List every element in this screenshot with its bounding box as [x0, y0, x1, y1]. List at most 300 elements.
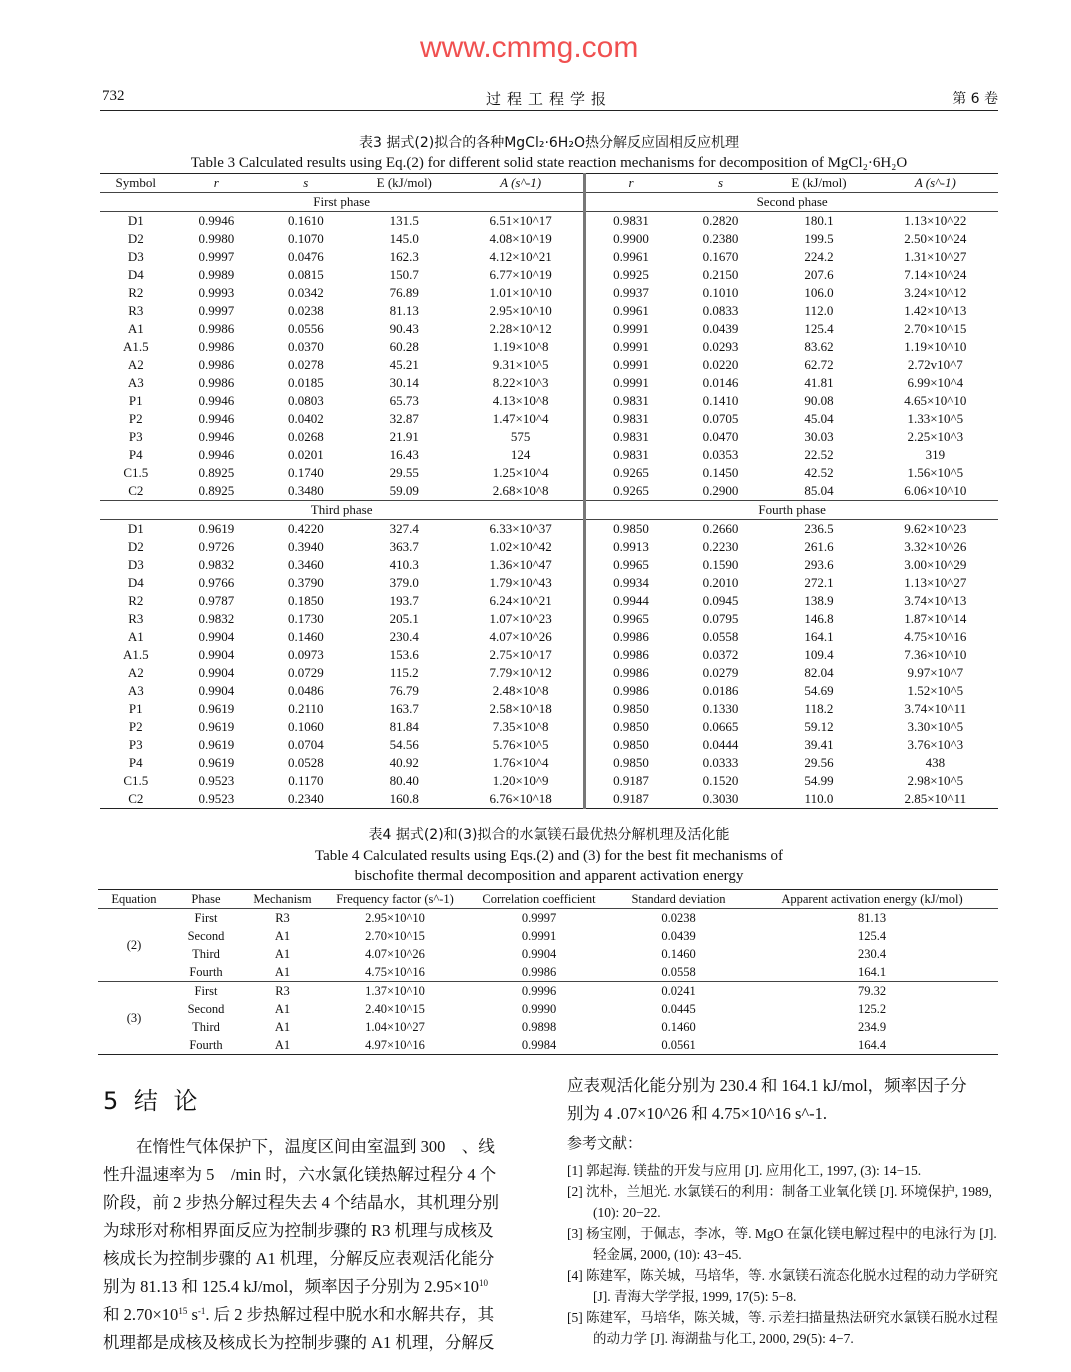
- column-header: A (s^-1): [873, 174, 998, 193]
- table-cell: 0.2660: [702, 521, 739, 536]
- phase-row: [100, 193, 998, 212]
- column-header: Mechanism: [242, 890, 323, 909]
- reference-item: [3] 杨宝刚，于佩志，李冰，等. MgO 在氯化镁电解过程中的电泳行为 [J]. 轻金属, 2000, (10): 43−45.: [567, 1226, 997, 1262]
- phase-row: [100, 501, 998, 520]
- table-row: [100, 700, 998, 718]
- table-cell: 1.37×10^10: [323, 982, 467, 1001]
- table-cell: 0.9904: [521, 947, 557, 961]
- table-cell: 410.3: [389, 557, 419, 572]
- table-cell: 0.0558: [702, 629, 739, 644]
- equation-label: (2): [126, 938, 142, 952]
- table-cell: 2.25×10^3: [907, 429, 964, 444]
- table-cell: 3.74×10^11: [904, 701, 967, 716]
- table-cell: 62.72: [804, 357, 834, 372]
- table-cell: P4: [128, 755, 143, 770]
- table-cell: 0.0439: [661, 929, 696, 943]
- table3-caption-en: Table 3 Calculated results using Eq.(2) for different solid state reaction mechanisms for decomposition of MgCl₂·6H₂O: [190, 155, 908, 171]
- table-cell: 0.9904: [198, 665, 235, 680]
- table-row: [98, 1018, 998, 1036]
- table-cell: 0.0815: [287, 267, 324, 282]
- table-cell: 0.3030: [702, 791, 739, 806]
- table-row: [100, 392, 998, 410]
- table-cell: 0.2820: [702, 213, 739, 228]
- phase-label: Fourth phase: [585, 501, 998, 520]
- table-cell: 0.9993: [198, 285, 235, 300]
- table-cell: 32.87: [389, 411, 419, 426]
- table-cell: 0.9619: [198, 737, 235, 752]
- table-cell: 7.36×10^10: [904, 647, 967, 662]
- table-cell: 0.0293: [702, 339, 739, 354]
- table-cell: Third: [192, 947, 220, 961]
- table-cell: 4.07×10^26: [489, 629, 552, 644]
- table-cell: 0.0185: [287, 375, 324, 390]
- table-cell: 9.31×10^5: [492, 357, 549, 372]
- table-cell: 81.13: [857, 911, 887, 925]
- table-cell: 81.84: [389, 719, 419, 734]
- table-cell: 0.1330: [702, 701, 739, 716]
- table-cell: 0.0186: [702, 683, 739, 698]
- table-cell: 0.2110: [288, 701, 324, 716]
- table-cell: 1.13×10^22: [904, 213, 967, 228]
- table-cell: 0.9726: [198, 539, 235, 554]
- table-cell: 230.4: [857, 947, 887, 961]
- table-header-row: [100, 174, 998, 193]
- table-cell: 1.02×10^42: [489, 539, 552, 554]
- table-cell: 2.85×10^11: [904, 791, 967, 806]
- table-cell: 0.1740: [287, 465, 324, 480]
- references-list: [567, 1160, 999, 1349]
- table-cell: 0.9944: [585, 592, 676, 610]
- table-cell: 2.95×10^10: [489, 303, 552, 318]
- table-cell: 0.9904: [198, 683, 235, 698]
- table-cell: 0.9831: [585, 428, 676, 446]
- column-header: A (s^-1): [458, 174, 585, 193]
- table-cell: Third: [192, 1020, 220, 1034]
- table-cell: 0.9986: [585, 646, 676, 664]
- table-cell: 0.9990: [521, 1002, 557, 1016]
- table-cell: 224.2: [804, 249, 834, 264]
- table-row: [100, 664, 998, 682]
- volume-label: 第 6 卷: [952, 91, 998, 107]
- table-cell: 0.9904: [198, 647, 235, 662]
- table-cell: 0.9904: [198, 629, 235, 644]
- table-cell: 0.0372: [702, 647, 739, 662]
- table-cell: 6.77×10^19: [489, 267, 552, 282]
- table-cell: 2.48×10^8: [492, 683, 549, 698]
- table-cell: 236.5: [804, 521, 834, 536]
- table-cell: A3: [127, 375, 144, 390]
- table-cell: P1: [128, 393, 143, 408]
- table-cell: 0.0973: [287, 647, 324, 662]
- table3-caption-cn: 表3 据式(2)拟合的各种MgCl₂·6H₂O热分解反应固相反应机理: [359, 135, 739, 151]
- table-cell: 0.0444: [702, 737, 739, 752]
- phase-label: Third phase: [100, 501, 585, 520]
- table-cell: 22.52: [804, 447, 834, 462]
- table-cell: 30.03: [804, 429, 834, 444]
- table-row: [100, 338, 998, 356]
- table-cell: 327.4: [389, 521, 419, 536]
- table-row: [100, 592, 998, 610]
- table-cell: Second: [187, 929, 225, 943]
- table-cell: 125.2: [857, 1002, 887, 1016]
- table-cell: R3: [275, 911, 290, 925]
- table-row: [100, 356, 998, 374]
- table-cell: 0.9986: [585, 682, 676, 700]
- column-header: Apparent activation energy (kJ/mol): [746, 890, 998, 909]
- table-cell: 8.22×10^3: [492, 375, 549, 390]
- table-cell: 0.0705: [702, 411, 739, 426]
- reference-item: [1] 郭起海. 镁盐的开发与应用 [J]. 应用化工, 1997, (3): 14−15.: [567, 1163, 922, 1178]
- table-row: [98, 927, 998, 945]
- table-cell: 0.9986: [198, 357, 235, 372]
- table-cell: 0.9946: [198, 393, 235, 408]
- table-cell: 3.00×10^29: [904, 557, 967, 572]
- table-cell: 438: [925, 755, 946, 770]
- table-cell: 163.7: [389, 701, 419, 716]
- table-cell: 0.9965: [585, 610, 676, 628]
- table-cell: 4.13×10^8: [492, 393, 549, 408]
- table-cell: 0.2340: [287, 791, 324, 806]
- table-cell: C1.5: [123, 773, 149, 788]
- table-cell: 0.9997: [521, 911, 557, 925]
- table-cell: 1.79×10^43: [489, 575, 552, 590]
- table-cell: 0.0795: [702, 611, 739, 626]
- table-cell: 124: [510, 447, 531, 462]
- column-header: E (kJ/mol): [351, 174, 458, 193]
- table-cell: 0.0556: [287, 321, 324, 336]
- table-cell: 0.9523: [198, 791, 235, 806]
- table-cell: 0.0528: [287, 755, 324, 770]
- table-cell: 7.79×10^12: [489, 665, 552, 680]
- table-cell: 0.1060: [287, 719, 324, 734]
- table-cell: C2: [128, 791, 144, 806]
- table-cell: 82.04: [804, 665, 834, 680]
- table-cell: 1.52×10^5: [907, 683, 964, 698]
- table-cell: Fourth: [189, 965, 223, 979]
- table-cell: 146.8: [804, 611, 834, 626]
- table-cell: 90.43: [389, 321, 419, 336]
- table-cell: 0.1450: [702, 465, 739, 480]
- table-cell: 0.9934: [585, 574, 676, 592]
- table-cell: A1: [127, 629, 144, 644]
- table-cell: 3.32×10^26: [904, 539, 967, 554]
- column-header: Equation: [98, 890, 170, 909]
- table-cell: 115.2: [389, 665, 419, 680]
- table-cell: 2.75×10^17: [489, 647, 552, 662]
- table-cell: 16.43: [389, 447, 419, 462]
- table-cell: 0.9991: [521, 929, 557, 943]
- table-cell: 1.31×10^27: [904, 249, 967, 264]
- table-row: [98, 963, 998, 982]
- conclusion-paragraph-cont: [567, 1072, 999, 1128]
- table-row: [98, 982, 998, 1001]
- table-cell: 3.24×10^12: [904, 285, 967, 300]
- table-cell: 3.74×10^13: [904, 593, 967, 608]
- table-cell: 0.0729: [287, 665, 324, 680]
- table-cell: 0.9986: [198, 339, 235, 354]
- table-cell: 164.4: [857, 1038, 887, 1052]
- table-cell: 2.50×10^24: [904, 231, 967, 246]
- table-cell: 160.8: [389, 791, 419, 806]
- table-cell: R3: [242, 982, 323, 1001]
- table-row: [100, 556, 998, 574]
- table-cell: P3: [128, 429, 143, 444]
- table4-caption-cn: 表4 据式(2)和(3)拟合的水氯镁石最优热分解机理及活化能: [368, 827, 730, 843]
- table-cell: A1: [274, 1038, 291, 1052]
- table-cell: P3: [128, 737, 143, 752]
- table-cell: 1.76×10^4: [492, 755, 549, 770]
- journal-name: 过程工程学报: [485, 90, 612, 108]
- table-cell: 6.06×10^10: [904, 483, 967, 498]
- table-cell: D4: [127, 267, 144, 282]
- table-cell: 4.08×10^19: [489, 231, 552, 246]
- table-cell: 0.9832: [198, 611, 235, 626]
- table-cell: 4.97×10^16: [365, 1038, 425, 1052]
- table-cell: 0.0279: [702, 665, 739, 680]
- table3: [100, 173, 998, 809]
- column-header: Frequency factor (s^-1): [323, 890, 467, 909]
- table-cell: 1.19×10^10: [904, 339, 967, 354]
- table-cell: D3: [127, 557, 144, 572]
- table-cell: R2: [128, 285, 144, 300]
- table-cell: 3.30×10^5: [907, 719, 964, 734]
- table-cell: 0.0704: [287, 737, 324, 752]
- table-cell: R3: [128, 303, 144, 318]
- table-cell: 0.4220: [287, 521, 324, 536]
- table-row: [100, 320, 998, 338]
- table-cell: D3: [127, 249, 144, 264]
- table-cell: 0.0561: [661, 1038, 696, 1052]
- table-cell: 0.1410: [702, 393, 739, 408]
- table-cell: 0.9523: [198, 773, 235, 788]
- table-cell: 2.95×10^10: [365, 911, 425, 925]
- table-cell: 2.72v10^7: [907, 357, 963, 372]
- table-cell: 0.9986: [521, 965, 557, 979]
- table-cell: 0.0201: [287, 447, 324, 462]
- table4: [98, 889, 998, 1055]
- table-cell: A3: [127, 683, 144, 698]
- text-line: 在惰性气体保护下，温度区间由室温到 300 、线: [103, 1137, 495, 1156]
- table-cell: 76.79: [389, 683, 419, 698]
- text-line: 为球形对称相界面反应为控制步骤的 R3 机理与成核及: [103, 1221, 494, 1240]
- table-cell: 363.7: [389, 539, 419, 554]
- table-cell: 4.75×10^16: [904, 629, 967, 644]
- table-cell: 0.9989: [198, 267, 235, 282]
- table-row: [100, 482, 998, 501]
- table-cell: C2: [128, 483, 144, 498]
- table-cell: 0.0220: [702, 357, 739, 372]
- table-cell: 0.9984: [521, 1038, 557, 1052]
- table-cell: 45.04: [804, 411, 834, 426]
- table-row: [100, 284, 998, 302]
- table-cell: 0.9850: [585, 754, 676, 772]
- reference-item: [4] 陈建军，陈关城，马培华，等. 水氯镁石流态化脱水过程的动力学研究 [J]. 青海大学学报, 1999, 17(5): 5−8.: [567, 1268, 998, 1304]
- table-cell: 0.9986: [585, 664, 676, 682]
- table-cell: 0.9946: [198, 429, 235, 444]
- table-cell: 0.3940: [287, 539, 324, 554]
- table-cell: 2.70×10^15: [365, 929, 425, 943]
- table-cell: 0.8925: [198, 483, 235, 498]
- table-cell: 83.62: [804, 339, 834, 354]
- table-cell: 2.68×10^8: [492, 483, 549, 498]
- table-cell: 234.9: [857, 1020, 887, 1034]
- table-cell: 0.9997: [198, 303, 235, 318]
- table-cell: A1: [274, 1002, 291, 1016]
- table-cell: 0.1610: [287, 213, 324, 228]
- table-cell: 0.0402: [287, 411, 324, 426]
- table-row: [100, 374, 998, 392]
- table-cell: 193.7: [389, 593, 419, 608]
- table-cell: 0.0803: [287, 393, 324, 408]
- table-row: [100, 772, 998, 790]
- table-cell: 1.56×10^5: [907, 465, 964, 480]
- table-cell: 0.1460: [287, 629, 324, 644]
- table-cell: 575: [510, 429, 531, 444]
- table-cell: 0.9265: [585, 482, 676, 501]
- table-cell: 0.3790: [287, 575, 324, 590]
- table-cell: 0.9997: [198, 249, 235, 264]
- table-cell: 0.0370: [287, 339, 324, 354]
- table-cell: 6.51×10^17: [489, 213, 552, 228]
- table-cell: 0.0439: [702, 321, 739, 336]
- table-row: [98, 1000, 998, 1018]
- table-cell: 0.9900: [585, 230, 676, 248]
- table-row: [100, 302, 998, 320]
- table-cell: 0.9787: [198, 593, 235, 608]
- table-cell: 0.9265: [585, 464, 676, 482]
- table-cell: 118.2: [804, 701, 834, 716]
- table-row: [100, 464, 998, 482]
- table-cell: 1.19×10^8: [492, 339, 549, 354]
- table-cell: 0.0665: [702, 719, 739, 734]
- column-header: Symbol: [100, 174, 172, 193]
- table-cell: 6.24×10^21: [489, 593, 552, 608]
- table-cell: R2: [128, 593, 144, 608]
- table-cell: P2: [128, 719, 143, 734]
- table-cell: 0.9913: [585, 538, 676, 556]
- table-cell: 39.41: [804, 737, 834, 752]
- table-cell: 164.1: [857, 965, 887, 979]
- table-cell: 319: [925, 447, 946, 462]
- table-row: [100, 212, 998, 231]
- column-header: s: [676, 174, 766, 193]
- table-cell: 272.1: [804, 575, 834, 590]
- table-cell: 0.1010: [702, 285, 739, 300]
- table-row: [100, 754, 998, 772]
- table-cell: 0.9925: [585, 266, 676, 284]
- table-row: [98, 909, 998, 928]
- table-cell: Second: [187, 1002, 225, 1016]
- table-cell: A1: [274, 947, 291, 961]
- table-cell: 30.14: [389, 375, 419, 390]
- column-header: r: [172, 174, 262, 193]
- table-cell: First: [194, 911, 218, 925]
- table-cell: 0.0146: [702, 375, 739, 390]
- table-row: [100, 538, 998, 556]
- table-cell: 1.47×10^4: [492, 411, 549, 426]
- table-cell: 131.5: [389, 213, 419, 228]
- table-cell: 6.99×10^4: [907, 375, 964, 390]
- table-cell: 45.21: [389, 357, 419, 372]
- table-cell: 7.14×10^24: [904, 267, 967, 282]
- table-cell: 0.9850: [585, 520, 676, 539]
- table-row: [100, 410, 998, 428]
- equation-label: (3): [98, 982, 170, 1055]
- table-cell: 0.9619: [198, 521, 235, 536]
- table-cell: 0.9980: [198, 231, 235, 246]
- table-cell: A1: [127, 321, 144, 336]
- table-cell: 81.13: [389, 303, 419, 318]
- table-cell: 138.9: [804, 593, 834, 608]
- table-cell: 0.9996: [467, 982, 611, 1001]
- table-cell: 0.1170: [288, 773, 324, 788]
- table-cell: 9.62×10^23: [904, 521, 967, 536]
- table-cell: 2.70×10^15: [904, 321, 967, 336]
- table-cell: 205.1: [389, 611, 419, 626]
- table-cell: 65.73: [389, 393, 419, 408]
- table-cell: 0.1460: [661, 1020, 696, 1034]
- reference-item: [5] 陈建军，马培华，陈关城，等. 示差扫描量热法研究水氯镁石脱水过程的动力学 [J]. 海湖盐与化工, 2000, 29(5): 4−7.: [567, 1310, 998, 1346]
- table-cell: 54.69: [804, 683, 834, 698]
- table-cell: 0.0445: [661, 1002, 696, 1016]
- table-cell: 76.89: [389, 285, 419, 300]
- table-cell: 0.9831: [585, 446, 676, 464]
- column-header: Standard deviation: [611, 890, 746, 909]
- table-cell: 162.3: [389, 249, 419, 264]
- table-cell: A2: [127, 665, 144, 680]
- table-cell: A1.5: [122, 339, 149, 354]
- table-cell: 0.9850: [585, 700, 676, 718]
- page-number: 732: [102, 88, 125, 104]
- table-cell: 0.9850: [585, 718, 676, 736]
- table-cell: C1.5: [123, 465, 149, 480]
- table-cell: 0.1730: [287, 611, 324, 626]
- conclusion-paragraph: [103, 1133, 543, 1357]
- table-cell: 0.9991: [585, 320, 676, 338]
- table-cell: 164.1: [804, 629, 834, 644]
- table-cell: 0.9946: [198, 213, 235, 228]
- table-cell: 125.4: [857, 929, 887, 943]
- table-cell: 0.1850: [287, 593, 324, 608]
- column-header: s: [261, 174, 351, 193]
- table-cell: 0.0558: [661, 965, 696, 979]
- table-row: [100, 610, 998, 628]
- table-cell: 230.4: [389, 629, 419, 644]
- table-cell: 1.07×10^23: [489, 611, 552, 626]
- table-cell: 0.9898: [521, 1020, 557, 1034]
- table-cell: 54.99: [804, 773, 834, 788]
- table-cell: 0.0238: [287, 303, 324, 318]
- table-cell: P1: [128, 701, 143, 716]
- running-header: [100, 88, 998, 111]
- table-cell: 29.55: [389, 465, 419, 480]
- table-cell: 0.9831: [585, 410, 676, 428]
- table-row: [100, 790, 998, 809]
- table-cell: 3.76×10^3: [907, 737, 964, 752]
- table-cell: 0.0833: [702, 303, 739, 318]
- table-cell: 1.42×10^13: [904, 303, 967, 318]
- table-cell: 0.9991: [585, 356, 676, 374]
- table-cell: 0.9965: [585, 556, 676, 574]
- table-cell: 0.0342: [287, 285, 324, 300]
- table-cell: 1.04×10^27: [365, 1020, 425, 1034]
- table-row: [100, 628, 998, 646]
- table-cell: 106.0: [804, 285, 834, 300]
- table-cell: 4.65×10^10: [904, 393, 967, 408]
- table-cell: 0.2010: [702, 575, 739, 590]
- reference-item: [2] 沈朴，兰旭光. 水氯镁石的利用：制备工业氧化镁 [J]. 环境保护, 1989, (10): 20−22.: [567, 1184, 992, 1220]
- table-cell: 2.98×10^5: [907, 773, 964, 788]
